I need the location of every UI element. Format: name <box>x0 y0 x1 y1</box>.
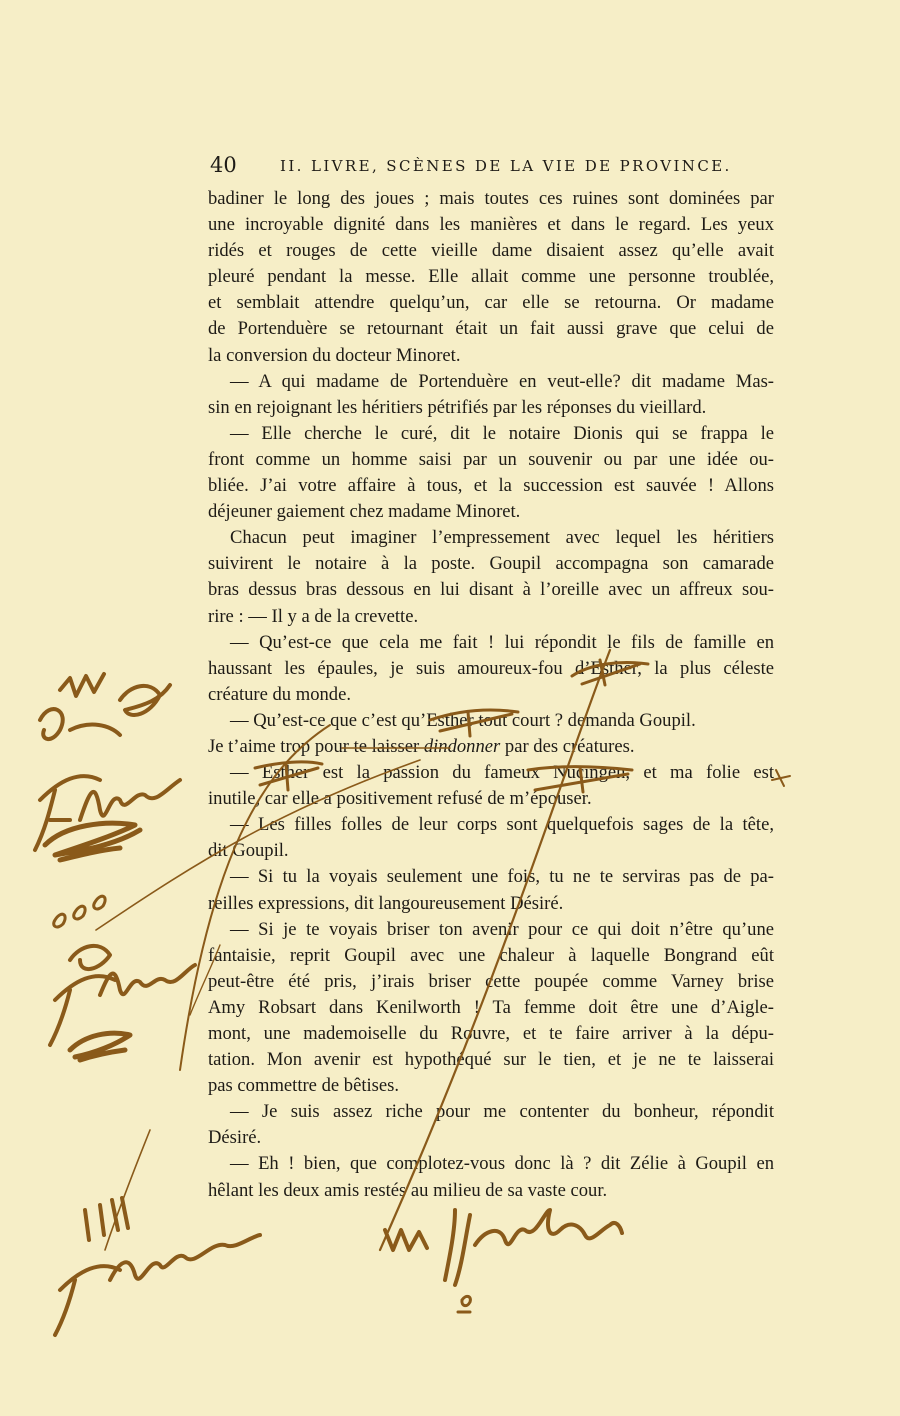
text-line: suivirent le notaire à la poste. Goupil accompagna son camarade <box>208 553 774 575</box>
text-line: bliée. J’ai votre affaire à tous, et la succession est sauvée ! Allons <box>208 475 774 497</box>
text-line: la conversion du docteur Minoret. <box>208 344 461 366</box>
text-line: — Eh ! bien, que complotez-vous donc là ? dit Zélie à Goupil en <box>230 1153 774 1175</box>
text-line: fantaisie, reprit Goupil avec une chaleur à laquelle Bongrand eût <box>208 944 774 966</box>
text-line: rire : — Il y a de la crevette. <box>208 605 419 627</box>
text-line: mont, une mademoiselle du Rouvre, et te faire arriver à la dépu- <box>208 1023 774 1044</box>
handwritten-scribble <box>70 1033 130 1060</box>
handwritten-nathan <box>385 1210 622 1285</box>
text-line: dit Goupil. <box>208 840 289 862</box>
text-line: — A qui madame de Portenduère en veut-elle? dit madame Mas- <box>230 370 774 392</box>
page-number: 40 <box>210 153 237 177</box>
text-line: — Si je te voyais briser ton avenir pour ce qui doit n’être qu’une <box>230 918 774 940</box>
handwritten-florine <box>50 946 195 1045</box>
text-line: tation. Mon avenir est hypothéqué sur le tien, et je ne te laisserai <box>208 1049 774 1071</box>
text-line: et semblait attendre quelqu’un, car elle se retourna. Or madame <box>208 292 774 314</box>
text-line: — Qu’est-ce que cela me fait ! lui répondit le fils de famille en <box>230 631 774 653</box>
diagonal-pen-stroke <box>105 1130 150 1250</box>
body-text <box>208 186 774 1204</box>
handwritten-scribble <box>45 823 140 860</box>
text-line: pas commettre de bêtises. <box>208 1075 400 1097</box>
handwritten-mark <box>458 1296 470 1312</box>
text-line: front comme un homme saisi par un souvenir ou par une idée ou- <box>208 448 774 470</box>
text-line: — Elle cherche le curé, dit le notaire Dionis qui se frappa le <box>230 422 774 444</box>
running-header <box>208 153 774 177</box>
text-line <box>208 734 774 760</box>
text-line: sin en rejoignant les héritiers pétrifiés par les réponses du vieillard. <box>208 396 707 418</box>
text-line: créature du monde. <box>208 683 352 705</box>
text-line: hêlant les deux amis restés au milieu de sa vaste cour. <box>208 1179 608 1201</box>
text-line: — Je suis assez riche pour me contenter du bonheur, répondit <box>230 1101 774 1123</box>
text-line: — Qu’est-ce que c’est qu’Esther tout court ? demanda Goupil. <box>230 709 696 731</box>
handwritten-florine <box>35 776 180 850</box>
text-line: haussant les épaules, je suis amoureux-fou d’Esther, la plus céleste <box>208 657 774 679</box>
text-line: ridés et rouges de cette vieille dame disaient assez qu’elle avait <box>208 240 774 262</box>
text-line: badiner le long des joues ; mais toutes ces ruines sont dominées par <box>208 188 774 209</box>
text-line: — Les filles folles de leur corps sont quelquefois sages de la tête, <box>230 814 774 836</box>
text-span: Je t’aime trop pour te laisser <box>208 735 424 757</box>
text-line: de Portenduère se retournant était un fait aussi grave que celui de <box>208 318 774 340</box>
text-line: bras dessus bras dessous en lui disant à l’oreille avec un affreux sou- <box>208 579 774 601</box>
text-span: par des créatures. <box>500 735 635 757</box>
running-title: II. LIVRE, SCÈNES DE LA VIE DE PROVINCE. <box>280 157 732 175</box>
text-line: inutile, car elle a positivement refusé de m’épouser. <box>208 788 592 810</box>
text-line: Chacun peut imaginer l’empressement avec lequel les héritiers <box>230 527 774 549</box>
text-line: Désiré. <box>208 1127 262 1149</box>
text-line: Amy Robsart dans Kenilworth ! Ta femme doit être une d’Aigle- <box>208 996 774 1018</box>
handwritten-ooo <box>54 896 105 927</box>
text-line: — Esther est la passion du fameux Nucingen, et ma folie est <box>230 762 774 784</box>
text-line: reilles expressions, dit langoureusement Désiré. <box>208 892 564 914</box>
text-line: pleuré pendant la messe. Elle allait comme une personne troublée, <box>208 266 774 288</box>
text-line: peut-être été pris, j’irais briser cette poupée comme Varney brise <box>208 970 774 992</box>
text-line: une incroyable dignité dans les manières et dans le regard. Les yeux <box>208 214 774 236</box>
text-line: déjeuner gaiement chez madame Minoret. <box>208 501 521 523</box>
handwritten-florentine <box>55 1198 260 1335</box>
handwritten-de-florine <box>40 674 170 739</box>
italic-word: dindonner <box>423 735 501 757</box>
text-line: — Si tu la voyais seulement une fois, tu ne te serviras pas de pa- <box>230 866 774 888</box>
insert-t <box>772 770 790 786</box>
